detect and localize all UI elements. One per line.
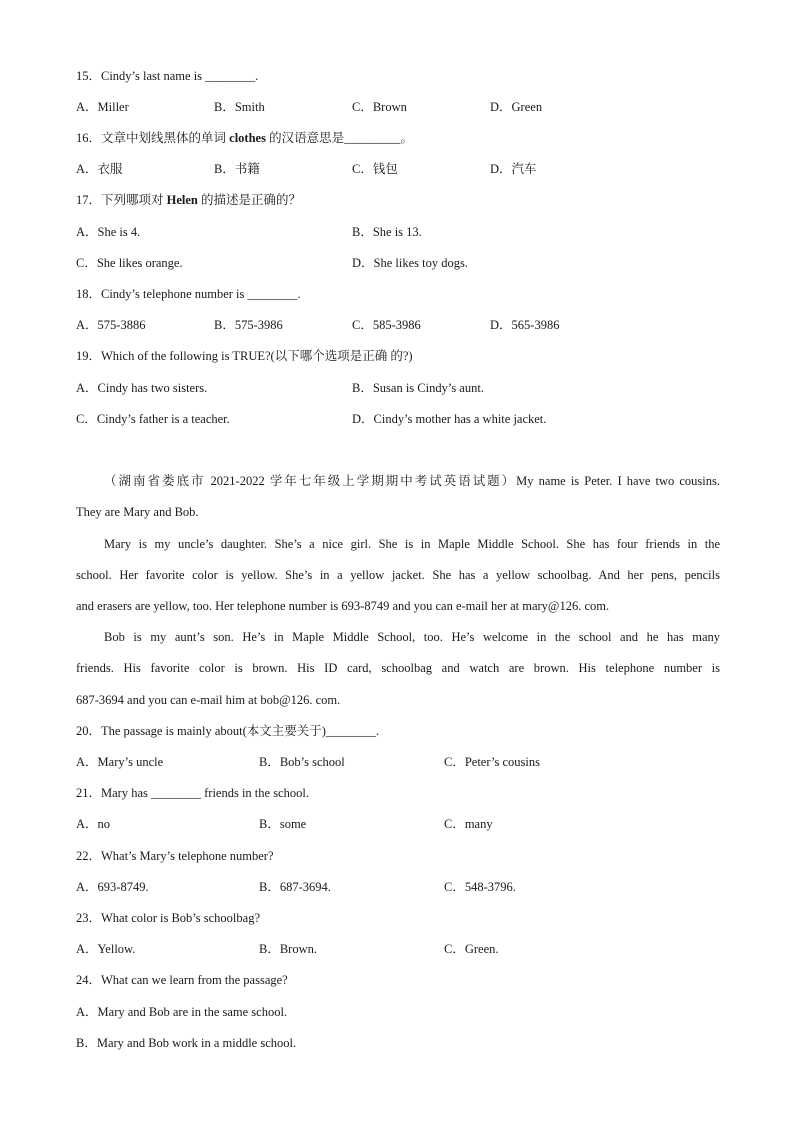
q21-option-c[interactable]: C．many <box>444 817 493 831</box>
q22-option-c[interactable]: C．548-3796. <box>444 880 516 894</box>
passage-line-1: （湖南省娄底市 2021-2022 学年七年级上学期期中考试英语试题）My name is Peter. I have two cousins. <box>104 474 720 488</box>
question-15-options <box>0 99 794 115</box>
q19-option-c[interactable]: C．Cindy’s father is a teacher. <box>76 412 230 426</box>
question-24-option-a-row <box>0 1004 794 1020</box>
question-23-options <box>0 941 794 957</box>
passage-line-8: 687-3694 and you can e-mail him at bob@126. com. <box>76 693 341 707</box>
q17-option-c[interactable]: C．She likes orange. <box>76 256 183 270</box>
q23-option-b[interactable]: B．Brown. <box>259 942 317 956</box>
q15-option-d[interactable]: D．Green <box>490 100 543 114</box>
q17-stem-post: 的描述是正确的？ <box>197 193 302 207</box>
question-22-stem: 22．What’s Mary’s telephone number? <box>76 849 274 863</box>
q15-option-c[interactable]: C．Brown <box>352 100 407 114</box>
question-24-stem: 24．What can we learn from the passage? <box>76 973 288 987</box>
q15-option-a[interactable]: A．Miller <box>76 100 129 114</box>
q17-option-d[interactable]: D．She likes toy dogs. <box>352 256 468 270</box>
q16-option-c[interactable]: C．钱包 <box>352 162 398 176</box>
question-19-options-row2 <box>0 411 794 427</box>
question-24-option-b-row <box>0 1035 794 1051</box>
q15-option-b[interactable]: B．Smith <box>214 100 265 114</box>
question-21-options <box>0 816 794 832</box>
question-21-stem: 21．Mary has ________ friends in the school. <box>76 786 309 800</box>
question-20-options <box>0 754 794 770</box>
passage-line-7: friends. His favorite color is brown. His ID card, schoolbag and watch are brown. His telephone number is <box>76 661 720 675</box>
question-17-options-row2 <box>0 255 794 271</box>
question-18-stem: 18．Cindy’s telephone number is ________. <box>76 287 301 301</box>
q19-option-d[interactable]: D．Cindy’s mother has a white jacket. <box>352 412 547 426</box>
q16-option-a[interactable]: A．衣服 <box>76 162 123 176</box>
passage-line-6: Bob is my aunt’s son. He’s in Maple Middle School, too. He’s welcome in the school and he has many <box>104 630 720 644</box>
q19-option-a[interactable]: A．Cindy has two sisters. <box>76 381 208 395</box>
q16-stem-pre: 16．文章中划线黑体的单词 <box>76 131 230 145</box>
q24-option-b[interactable]: B．Mary and Bob work in a middle school. <box>76 1036 297 1050</box>
q18-option-c[interactable]: C．585-3986 <box>352 318 421 332</box>
passage-line-3: Mary is my uncle’s daughter. She’s a nice girl. She is in Maple Middle School. She has four friends in the <box>104 537 720 551</box>
question-16-options <box>0 161 794 177</box>
q17-stem-pre: 17．下列哪项对 <box>76 193 167 207</box>
q18-option-d[interactable]: D．565-3986 <box>490 318 560 332</box>
q21-option-a[interactable]: A．no <box>76 817 111 831</box>
question-18-options <box>0 317 794 333</box>
q18-option-a[interactable]: A．575-3886 <box>76 318 146 332</box>
passage-line-5: and erasers are yellow, too. Her telephone number is 693-8749 and you can e-mail her at mary@126. com. <box>76 599 610 613</box>
question-15-stem: 15．Cindy’s last name is ________. <box>76 69 259 83</box>
q24-option-a[interactable]: A．Mary and Bob are in the same school. <box>76 1005 288 1019</box>
question-23-stem: 23．What color is Bob’s schoolbag? <box>76 911 260 925</box>
q20-option-b[interactable]: B．Bob’s school <box>259 755 345 769</box>
q23-option-c[interactable]: C．Green. <box>444 942 499 956</box>
q20-option-a[interactable]: A．Mary’s uncle <box>76 755 164 769</box>
question-19-options-row1 <box>0 380 794 396</box>
question-20-stem: 20．The passage is mainly about(本文主要关于)________. <box>76 724 380 738</box>
q20-option-c[interactable]: C．Peter’s cousins <box>444 755 540 769</box>
question-17-options-row1 <box>0 224 794 240</box>
q19-option-b[interactable]: B．Susan is Cindy’s aunt. <box>352 381 484 395</box>
passage-line-4: school. Her favorite color is yellow. She’s in a yellow jacket. She has a yellow schoolbag. And her pens, pencils <box>76 568 720 582</box>
q16-stem-bold: clothes <box>229 131 266 145</box>
question-19-stem: 19．Which of the following is TRUE?(以下哪个选项是正确 的?) <box>76 349 413 363</box>
q16-stem-post: 的汉语意思是_________。 <box>265 131 413 145</box>
q22-option-a[interactable]: A．693-8749. <box>76 880 149 894</box>
passage-line-2: They are Mary and Bob. <box>76 505 199 519</box>
question-17-stem <box>76 192 301 208</box>
q18-option-b[interactable]: B．575-3986 <box>214 318 283 332</box>
question-16-stem <box>76 130 413 146</box>
q16-option-d[interactable]: D．汽车 <box>490 162 537 176</box>
q17-stem-bold: Helen <box>166 193 198 207</box>
q23-option-a[interactable]: A．Yellow. <box>76 942 136 956</box>
q22-option-b[interactable]: B．687-3694. <box>259 880 331 894</box>
q16-option-b[interactable]: B．书籍 <box>214 162 260 176</box>
q17-option-a[interactable]: A．She is 4. <box>76 225 141 239</box>
question-22-options <box>0 879 794 895</box>
q17-option-b[interactable]: B．She is 13. <box>352 225 422 239</box>
q21-option-b[interactable]: B．some <box>259 817 307 831</box>
